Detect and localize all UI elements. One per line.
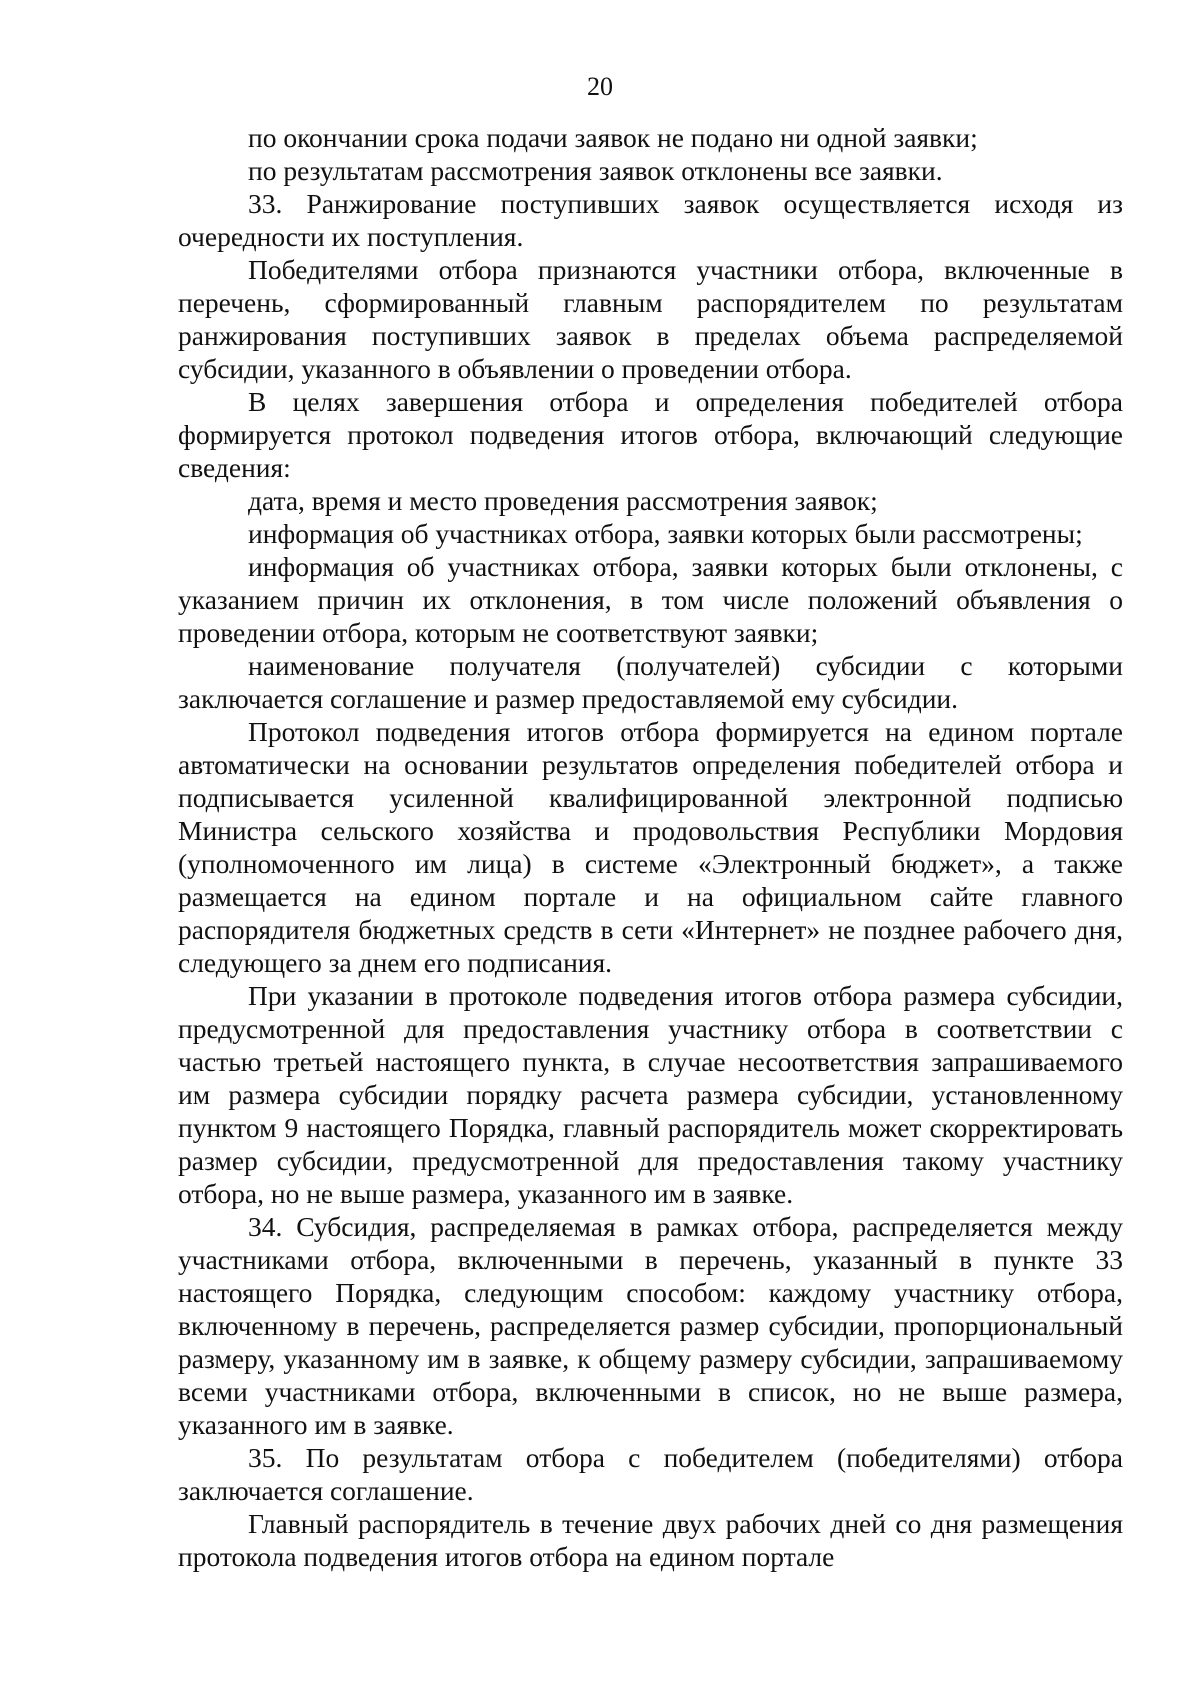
paragraph: информация об участниках отбора, заявки которых были рассмотрены; [248,518,1083,549]
paragraph: При указании в протоколе подведения итогов отбора размера субсидии, предусмотренной для предоставления участнику отбора в соответствии с частью третьей настоящего пункта, в случае несоответствия запрашиваемого им размера субсидии порядку расчета размера субсидии, установленному пунктом 9 настоящего Порядка, главный распорядитель может скорректировать размер субсидии, предусмотренной для предоставления такому участнику отбора, но не выше размера, указанного им в заявке. [178,980,1123,1209]
document-body [178,121,1123,1573]
paragraph: Главный распорядитель в течение двух рабочих дней со дня размещения протокола подведения итогов отбора на едином портале [178,1508,1123,1572]
page-number: 20 [587,72,613,101]
paragraph: Победителями отбора признаются участники отбора, включенные в перечень, сформированный главным распорядителем по результатам ранжирования поступивших заявок в пределах объема распределяемой субсидии, указанного в объявлении о проведении отбора. [178,254,1123,384]
paragraph: 35. По результатам отбора с победителем (победителями) отбора заключается соглашение. [178,1442,1123,1506]
paragraph: Протокол подведения итогов отбора формируется на едином портале автоматически на основании результатов определения победителей отбора и подписывается усиленной квалифицированной электронной подписью Министра сельского хозяйства и продовольствия Республики Мордовия (уполномоченного им лица) в системе «Электронный бюджет», а также размещается на едином портале и на официальном сайте главного распорядителя бюджетных средств в сети «Интернет» не позднее рабочего дня, следующего за днем его подписания. [178,716,1123,978]
paragraph: 33. Ранжирование поступивших заявок осуществляется исходя из очередности их поступления. [178,188,1123,252]
paragraph: 34. Субсидия, распределяемая в рамках отбора, распределяется между участниками отбора, включенными в перечень, указанный в пункте 33 настоящего Порядка, следующим способом: каждому участнику отбора, включенному в перечень, распределяется размер субсидии, пропорциональный размеру, указанному им в заявке, к общему размеру субсидии, запрашиваемому всеми участниками отбора, включенными в список, но не выше размера, указанного им в заявке. [178,1211,1123,1440]
paragraph: дата, время и место проведения рассмотрения заявок; [248,485,878,516]
paragraph: В целях завершения отбора и определения победителей отбора формируется протокол подведения итогов отбора, включающий следующие сведения: [178,386,1123,483]
paragraph: информация об участниках отбора, заявки которых были отклонены, с указанием причин их отклонения, в том числе положений объявления о проведении отбора, которым не соответствуют заявки; [178,551,1123,648]
paragraph: по результатам рассмотрения заявок отклонены все заявки. [248,155,943,186]
paragraph: наименование получателя (получателей) субсидии с которыми заключается соглашение и размер предоставляемой ему субсидии. [178,650,1123,714]
paragraph: по окончании срока подачи заявок не подано ни одной заявки; [248,122,978,153]
